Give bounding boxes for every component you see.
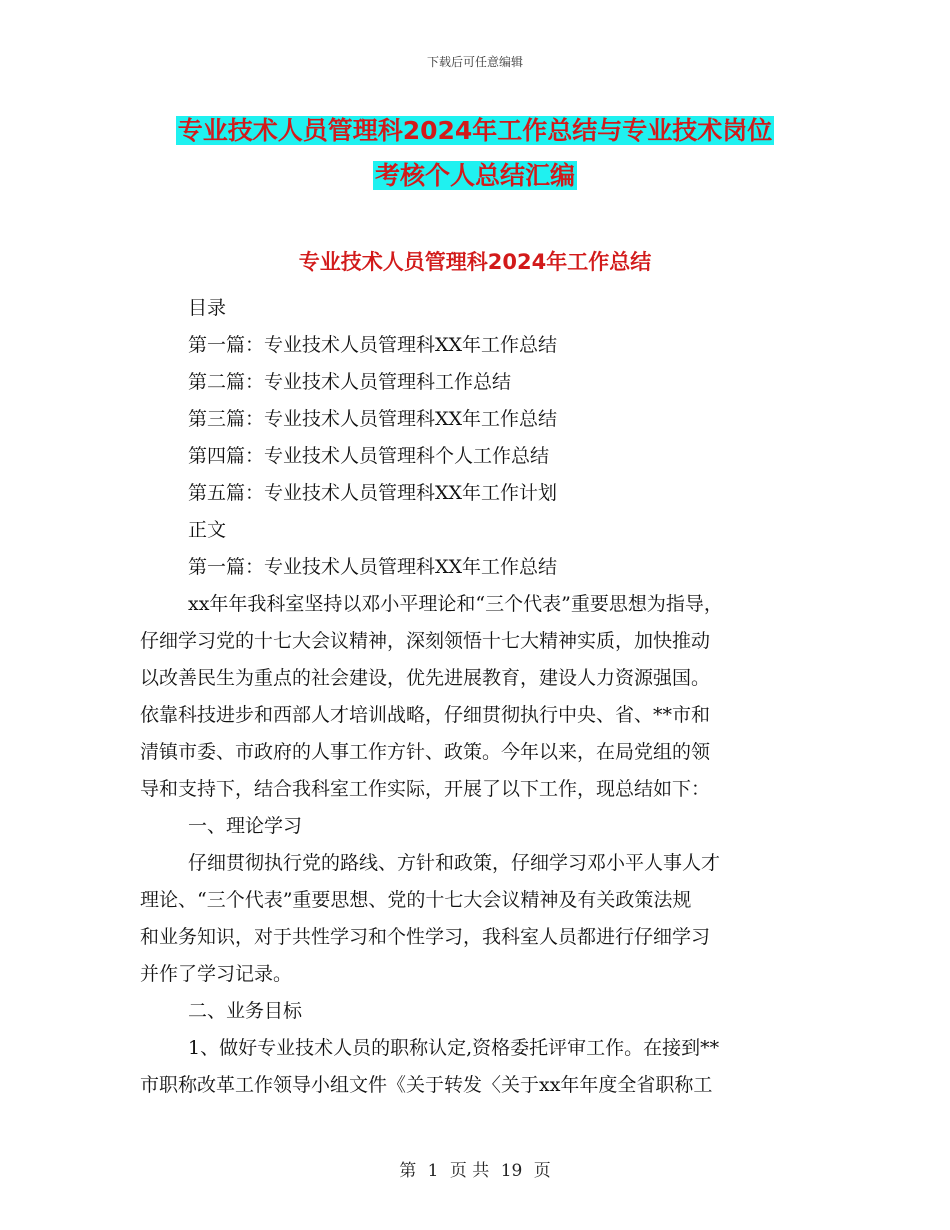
section-heading-theory: 一、理论学习 — [188, 815, 303, 837]
footer-suffix: 页 — [533, 1161, 551, 1181]
page-footer — [0, 1156, 950, 1181]
header-note: 下载后可任意编辑 — [426, 55, 523, 69]
paragraph-line: 导和支持下，结合我科室工作实际，开展了以下工作，现总结如下： — [140, 778, 711, 800]
page-number: 1 — [427, 1161, 439, 1181]
document-title — [0, 108, 950, 198]
page-total: 19 — [500, 1161, 523, 1181]
paragraph-line: 依靠科技进步和西部人才培训战略，仔细贯彻执行中央、省、**市和 — [140, 704, 711, 726]
toc-item-3: 第三篇：专业技术人员管理科XX年工作总结 — [188, 408, 558, 430]
paragraph-line: 仔细贯彻执行党的路线、方针和政策，仔细学习邓小平人事人才 — [188, 852, 721, 874]
title-line-2: 考核个人总结汇编 — [374, 161, 575, 190]
paragraph-line: 理论、“三个代表”重要思想、党的十七大会议精神及有关政策法规 — [140, 889, 692, 911]
paragraph-line: 并作了学习记录。 — [140, 963, 293, 985]
paragraph-line: 仔细学习党的十七大会议精神，深刻领悟十七大精神实质，加快推动 — [140, 630, 711, 652]
section-title: 专业技术人员管理科2024年工作总结 — [298, 250, 652, 274]
paragraph-line: 和业务知识，对于共性学习和个性学习，我科室人员都进行仔细学习 — [140, 926, 711, 948]
title-line-1: 专业技术人员管理科2024年工作总结与专业技术岗位 — [177, 116, 773, 145]
toc-item-2: 第二篇：专业技术人员管理科工作总结 — [188, 371, 512, 393]
toc-heading: 目录 — [188, 297, 227, 319]
document-body — [140, 290, 820, 1104]
section-heading-goals: 二、业务目标 — [188, 1000, 303, 1022]
body-heading: 正文 — [188, 519, 227, 541]
toc-item-5: 第五篇：专业技术人员管理科XX年工作计划 — [188, 482, 558, 504]
paragraph-line: 市职称改革工作领导小组文件《关于转发〈关于xx年年度全省职称工 — [140, 1074, 713, 1096]
paragraph-line: 清镇市委、市政府的人事工作方针、政策。今年以来，在局党组的领 — [140, 741, 711, 763]
chapter-heading: 第一篇：专业技术人员管理科XX年工作总结 — [188, 556, 558, 578]
paragraph-line: 以改善民生为重点的社会建设，优先进展教育，建设人力资源强国。 — [140, 667, 711, 689]
toc-item-4: 第四篇：专业技术人员管理科个人工作总结 — [188, 445, 550, 467]
paragraph-line: xx年年我科室坚持以邓小平理论和“三个代表”重要思想为指导， — [188, 593, 723, 615]
toc-item-1: 第一篇：专业技术人员管理科XX年工作总结 — [188, 334, 558, 356]
footer-prefix: 第 — [399, 1161, 417, 1181]
paragraph-line: 1、做好专业技术人员的职称认定,资格委托评审工作。在接到** — [188, 1037, 720, 1059]
footer-mid: 页 共 — [449, 1161, 490, 1181]
